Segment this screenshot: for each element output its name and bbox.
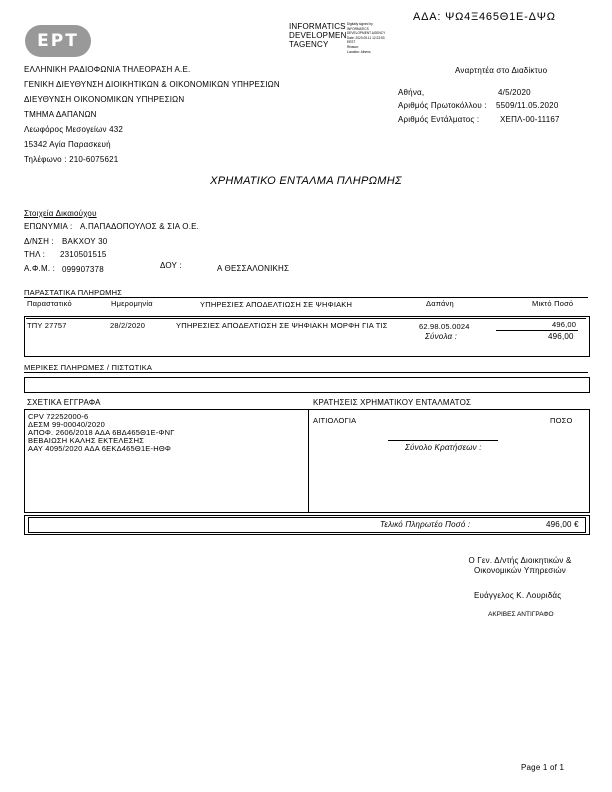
certified-copy-stamp: ΑΚΡΙΒΕΣ ΑΝΤΙΓΡΑΦΟ	[488, 611, 554, 618]
final-amount-inner-box	[28, 517, 586, 533]
org-line-4: ΤΜΗΜΑ ΔΑΠΑΝΩΝ	[24, 110, 97, 119]
deductions-underline	[388, 440, 498, 441]
ert-logo: ΕΡΤ	[25, 25, 91, 57]
beneficiary-address: ΒΑΚΧΟΥ 30	[62, 237, 108, 246]
related-doc-line: ΑΑΥ 4095/2020 ΑΔΑ 6ΕΚΔ465Θ1Ε-ΗΘΦ	[28, 444, 172, 453]
col-expense: Δαπάνη	[426, 299, 454, 308]
partial-payments-box	[24, 377, 590, 393]
beneficiary-address-label: Δ/ΝΣΗ :	[24, 237, 54, 246]
deductions-reason-label: ΑΙΤΙΟΛΟΓΙΑ	[313, 416, 357, 425]
beneficiary-doy: Α ΘΕΣΣΑΛΟΝΙΚΗΣ	[217, 264, 290, 273]
sig-detail: Digitally signed by	[347, 22, 373, 26]
related-doc-line: ΑΠΟΦ. 2606/2018 ΑΔΑ 6ΒΔ465Θ1Ε-ΦΝΓ	[28, 428, 175, 437]
partial-payments-rule	[24, 372, 588, 373]
beneficiary-afm: 099907378	[62, 265, 104, 274]
beneficiary-name-label: ΕΠΩΝΥΜΙΑ :	[24, 222, 73, 231]
col-amount: Μικτό Ποσό	[532, 299, 574, 308]
deductions-heading: ΚΡΑΤΗΣΕΙΣ ΧΡΗΜΑΤΙΚΟΥ ΕΝΤΑΛΜΑΤΟΣ	[313, 398, 472, 407]
org-line-3: ΔΙΕΥΘΥΝΣΗ ΟΙΚΟΝΟΜΙΚΩΝ ΥΠΗΡΕΣΙΩΝ	[24, 95, 185, 104]
row-date: 28/2/2020	[110, 321, 146, 330]
related-doc-line: ΒΕΒΑΙΩΣΗ ΚΑΛΗΣ ΕΚΤΕΛΕΣΗΣ	[28, 436, 145, 445]
related-deductions-divider	[308, 409, 309, 512]
protocol-number: 5509/11.05.2020	[496, 101, 559, 110]
row-expense: 62.98.05.0024	[419, 322, 470, 331]
org-line-1: ΕΛΛΗΝΙΚΗ ΡΑΔΙΟΦΩΝΙΑ ΤΗΛΕΟΡΑΣΗ Α.Ε.	[24, 65, 191, 74]
beneficiary-heading: Στοιχεία Δικαιούχου	[24, 209, 97, 218]
row-amount: 496,00	[552, 320, 577, 329]
sig-detail: Date: 2020.05.11 12:23:53	[347, 35, 385, 40]
col-document: Παραστατικό	[27, 299, 72, 308]
sig-detail: EEST	[347, 40, 356, 45]
col-date: Ημερομηνία	[111, 299, 153, 308]
document-title: ΧΡΗΜΑΤΙΚΟ ΕΝΤΑΛΜΑ ΠΛΗΡΩΜΗΣ	[210, 175, 402, 187]
beneficiary-afm-label: Α.Φ.Μ. :	[24, 264, 56, 273]
invoices-total-label: Σύνολα :	[425, 332, 458, 341]
invoices-inner-rule	[26, 318, 586, 319]
info-dev-line-1: INFORMATICS	[289, 22, 346, 31]
athens-date: 4/5/2020	[498, 88, 531, 97]
org-address: Λεωφόρος Μεσογείων 432	[24, 125, 124, 134]
beneficiary-doy-label: ΔΟΥ :	[160, 261, 182, 270]
signatory-title-line-2: Οικονομικών Υπηρεσιών	[474, 566, 566, 575]
partial-payments-heading: ΜΕΡΙΚΕΣ ΠΛΗΡΩΜΕΣ / ΠΙΣΤΩΤΙΚΑ	[24, 363, 153, 372]
ada-code: ΑΔΑ: ΨΩ4Ξ465Θ1Ε-ΔΨΩ	[413, 11, 556, 23]
info-dev-line-3: TAGENCY	[289, 40, 329, 49]
invoices-heading: ΠΑΡΑΣΤΑΤΙΚΑ ΠΛΗΡΩΜΗΣ	[24, 288, 123, 297]
order-number: ΧΕΠΛ-00-11167	[500, 115, 560, 124]
beneficiary-phone: 2310501515	[60, 250, 107, 259]
organization-block	[24, 62, 280, 167]
row-description: ΥΠΗΡΕΣΙΕΣ ΑΠΟΔΕΛΤΙΩΣΗ ΣΕ ΨΗΦΙΑΚΗ ΜΟΡΦΗ ΓΙΑ ΤΙΣ	[176, 321, 388, 330]
invoices-total: 496,00	[548, 332, 574, 341]
signatory-name: Ευάγγελος Κ. Λουριδάς	[474, 591, 562, 600]
signatory-title-line-1: Ο Γεν. Δ/ντής Διοικητικών &	[468, 556, 572, 565]
sig-detail: INFORMATICS	[347, 26, 369, 31]
info-dev-agency-signature	[289, 22, 347, 49]
org-city: 15342 Αγία Παρασκευή	[24, 140, 111, 149]
org-line-2: ΓΕΝΙΚΗ ΔΙΕΥΘΥΝΣΗ ΔΙΟΙΚΗΤΙΚΩΝ & ΟΙΚΟΝΟΜΙΚΩΝ ΥΠΗΡΕΣΙΩΝ	[24, 80, 280, 89]
related-docs-list	[28, 413, 175, 453]
related-doc-line: ΔΕΣΜ 99-00040/2020	[28, 420, 106, 429]
beneficiary-name: Α.ΠΑΠΑΔΟΠΟΥΛΟΣ & ΣΙΑ Ο.Ε.	[80, 222, 200, 231]
page-number: Page 1 of 1	[521, 763, 565, 772]
amount-underline	[496, 330, 578, 331]
athens-label: Αθήνα,	[398, 88, 425, 97]
invoices-heading-rule	[24, 297, 588, 298]
order-label: Αριθμός Εντάλματος :	[398, 115, 480, 124]
row-document: ΤΠΥ 27757	[27, 321, 67, 330]
deductions-total-label: Σύνολο Κρατήσεων :	[405, 443, 482, 452]
sig-detail: DEVELOPMENT AGENCY	[347, 31, 386, 36]
publish-note: Αναρτητέα στο Διαδίκτυο	[455, 66, 548, 75]
related-doc-line: CPV 72252000-6	[28, 412, 89, 421]
final-amount-label: Τελικό Πληρωτέο Ποσό :	[380, 520, 471, 529]
beneficiary-phone-label: ΤΗΛ :	[24, 250, 46, 259]
col-description: ΥΠΗΡΕΣΙΕΣ ΑΠΟΔΕΛΤΙΩΣΗ ΣΕ ΨΗΦΙΑΚΗ	[200, 300, 353, 309]
related-docs-heading: ΣΧΕΤΙΚΑ ΕΓΓΡΑΦΑ	[27, 398, 101, 407]
signatory-title	[440, 556, 600, 576]
digital-signature-details	[347, 22, 385, 54]
sig-detail: Reason:	[347, 44, 359, 49]
sig-detail: Location: Athens	[347, 49, 371, 54]
deductions-amount-label: ΠΟΣΟ	[550, 416, 573, 425]
final-amount-value: 496,00 €	[546, 520, 579, 529]
info-dev-line-2: DEVELOPMEN	[289, 31, 347, 40]
protocol-label: Αριθμός Πρωτοκόλλου :	[398, 101, 487, 110]
org-phone: Τηλέφωνο : 210-6075621	[24, 155, 119, 164]
